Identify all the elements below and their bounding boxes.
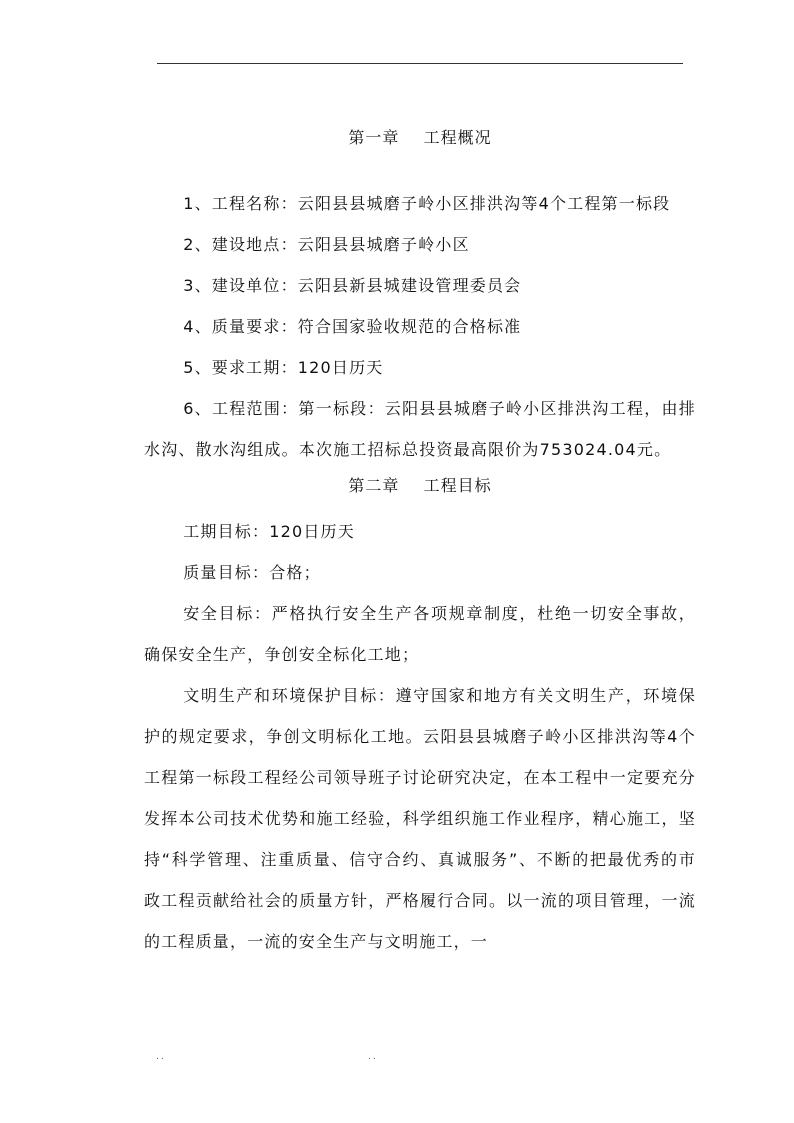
project-name-item: 1、工程名称：云阳县县城磨子岭小区排洪沟等4个工程第一标段 [183, 194, 671, 213]
duration-target-item: 工期目标：120日历天 [183, 522, 355, 541]
footer-center-mark: .. [368, 1052, 378, 1062]
chapter-1-title: 第一章 工程概况 [348, 128, 492, 147]
quality-target-item: 质量目标：合格； [183, 563, 321, 582]
construction-unit-item: 3、建设单位：云阳县新县城建设管理委员会 [183, 276, 522, 295]
chapter-2-title: 第二章 工程目标 [348, 476, 492, 495]
required-duration-item: 5、要求工期：120日历天 [183, 358, 384, 377]
construction-site-item: 2、建设地点：云阳县县城磨子岭小区 [183, 235, 470, 254]
footer-left-mark: .. [156, 1052, 166, 1062]
safety-target-item: 安全目标：严格执行安全生产各项规章制度，杜绝一切安全事故，确保安全生产，争创安全标化工地； [144, 604, 696, 664]
project-scope-item: 6、工程范围：第一标段：云阳县县城磨子岭小区排洪沟工程，由排水沟、散水沟组成。本次施工招标总投资最高限价为753024.04元。 [144, 399, 696, 459]
quality-requirement-item: 4、质量要求：符合国家验收规范的合格标准 [183, 317, 522, 336]
page-content [144, 122, 696, 962]
header-rule [157, 63, 683, 64]
civilized-production-target-item: 文明生产和环境保护目标：遵守国家和地方有关文明生产，环境保护的规定要求，争创文明标化工地。云阳县县城磨子岭小区排洪沟等4个工程第一标段工程经公司领导班子讨论研究决定，在本工程中一定要充分发挥本公司技术优势和施工经验，科学组织施工作业程序，精心施工，坚持“科学管理、注重质量、信守合约、真诚服务”、不断的把最优秀的市政工程贡献给社会的质量方针，严格履行合同。以一流的项目管理，一流的工程质量，一流的安全生产与文明施工，一 [144, 686, 696, 951]
